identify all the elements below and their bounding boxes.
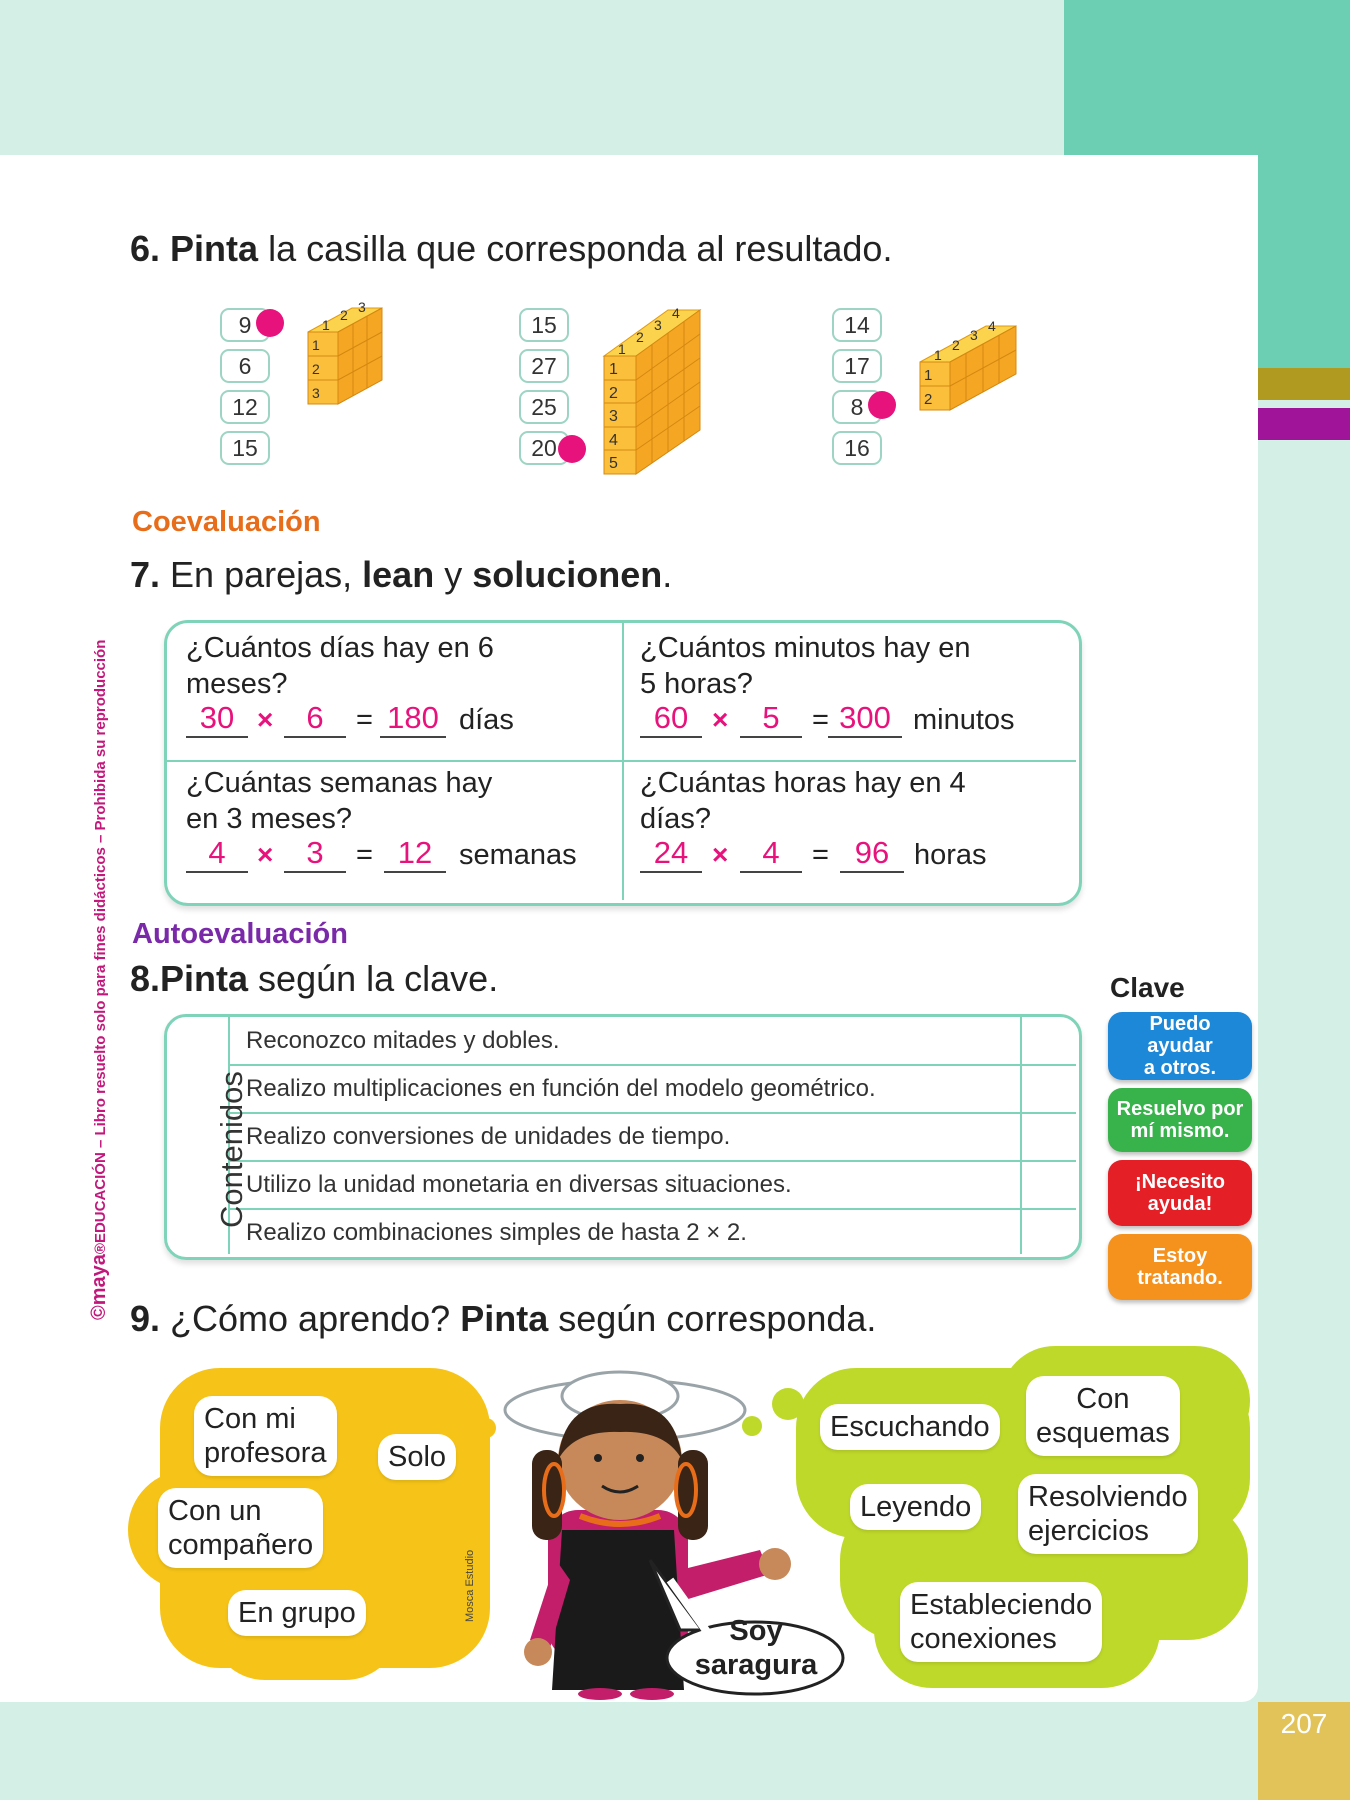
problem-question: 5 horas?	[640, 668, 753, 700]
top-label: 1	[618, 341, 626, 357]
key-item-text: Resuelvo por	[1116, 1098, 1244, 1120]
q9-number: 9.	[130, 1298, 161, 1339]
top-label: 2	[636, 329, 644, 345]
bubble-text: Resolviendo	[1028, 1481, 1188, 1513]
selected-mark	[256, 309, 284, 337]
top-label: 3	[970, 327, 978, 343]
side-label: 3	[312, 385, 320, 401]
problem-question: ¿Cuántos días hay en 6	[186, 632, 494, 664]
q9-title	[130, 1298, 876, 1340]
table-divider	[230, 1160, 1076, 1162]
q7-text-1: En parejas,	[160, 554, 363, 595]
problem-question: días?	[640, 803, 711, 835]
q8-verb: Pinta	[160, 958, 249, 999]
answer-option[interactable]: 14	[832, 308, 882, 342]
q8-number: 8.	[130, 958, 161, 999]
answer-option[interactable]: 6	[220, 349, 270, 383]
key-item-need-help	[1108, 1160, 1252, 1226]
q8-instruction: según la clave.	[248, 958, 499, 999]
answer-blank[interactable]: 6	[284, 700, 346, 738]
paint-cell[interactable]	[1022, 1114, 1074, 1160]
q7-text-2: y	[434, 554, 473, 595]
times-sign: ×	[257, 839, 274, 870]
learning-option[interactable]	[900, 1582, 1102, 1662]
problem-question: meses?	[186, 668, 288, 700]
top-label: 4	[672, 305, 680, 321]
top-label: 2	[952, 337, 960, 353]
side-label: 3	[609, 408, 618, 425]
side-label: 4	[609, 432, 618, 449]
key-item-text: ayudar	[1147, 1035, 1213, 1057]
answer-blank[interactable]: 24	[640, 835, 702, 873]
side-label: 2	[312, 361, 320, 377]
q7-number: 7.	[130, 554, 161, 595]
key-item-text: Puedo	[1149, 1013, 1211, 1035]
selected-mark	[868, 391, 896, 419]
answer-option[interactable]: 17	[832, 349, 882, 383]
answer-option[interactable]: 27	[519, 349, 569, 383]
array-4x2	[912, 318, 1022, 418]
equals-sign: =	[812, 704, 829, 736]
q9-text-2: según corresponda.	[548, 1298, 877, 1339]
learning-option[interactable]	[194, 1396, 337, 1476]
answer-blank[interactable]: 5	[740, 700, 802, 738]
paint-cell[interactable]	[1022, 1016, 1074, 1064]
key-item-text: Estoy	[1152, 1245, 1208, 1267]
times-sign: ×	[712, 839, 729, 870]
page-number: 207	[1280, 1708, 1328, 1739]
unit-label: horas	[914, 839, 987, 871]
top-band	[0, 0, 1064, 155]
key-item-solve-alone	[1108, 1088, 1252, 1152]
answer-option[interactable]: 25	[519, 390, 569, 424]
array-3x3	[300, 300, 390, 420]
learning-option[interactable]: Leyendo	[850, 1484, 981, 1530]
answer-option[interactable]: 9	[220, 308, 270, 342]
speech-line: saragura	[694, 1649, 818, 1681]
skill-row: Realizo multiplicaciones en función del modelo geométrico.	[246, 1075, 876, 1102]
equals-sign: =	[356, 704, 373, 736]
problem-question: ¿Cuántas horas hay en 4	[640, 767, 966, 799]
bubble-text: Con mi	[204, 1403, 296, 1435]
autoevaluation-label: Autoevaluación	[132, 918, 348, 950]
unit-label: minutos	[913, 704, 1015, 736]
table-divider	[230, 1064, 1076, 1066]
side-label: 2	[924, 391, 933, 408]
key-title: Clave	[1110, 972, 1185, 1003]
key-item-text: a otros.	[1143, 1057, 1217, 1079]
unit-label: días	[459, 704, 514, 736]
side-label: 2	[609, 385, 618, 402]
q6-title	[130, 228, 892, 270]
purple-tab	[1258, 408, 1350, 440]
key-item-text: mí mismo.	[1130, 1120, 1230, 1142]
q7-text-3: .	[662, 554, 673, 595]
key-item-text: ¡Necesito	[1134, 1171, 1226, 1193]
skill-row: Reconozco mitades y dobles.	[246, 1027, 560, 1054]
brand-logo: ©maya	[88, 1254, 110, 1320]
bubble-text: profesora	[204, 1437, 327, 1469]
coevaluation-label: Coevaluación	[132, 506, 321, 538]
skill-row: Utilizo la unidad monetaria en diversas situaciones.	[246, 1171, 792, 1198]
answer-blank[interactable]: 300	[828, 700, 902, 738]
contents-label: Contenidos	[214, 1071, 249, 1228]
problem-question: ¿Cuántos minutos hay en	[640, 632, 971, 664]
answer-blank[interactable]: 4	[740, 835, 802, 873]
skill-row: Realizo conversiones de unidades de tiempo.	[246, 1123, 731, 1150]
learning-option[interactable]	[1018, 1474, 1198, 1554]
top-label: 4	[988, 318, 996, 334]
speech-line: Soy	[729, 1615, 783, 1647]
bubble-text: ejercicios	[1028, 1515, 1149, 1547]
table-divider	[166, 760, 1076, 762]
paint-cell[interactable]	[1022, 1066, 1074, 1112]
answer-option[interactable]: 12	[220, 390, 270, 424]
answer-blank[interactable]: 3	[284, 835, 346, 873]
side-label: 1	[312, 337, 320, 353]
skill-row: Realizo combinaciones simples de hasta 2 × 2.	[246, 1219, 747, 1246]
learning-option[interactable]: En grupo	[228, 1590, 366, 1636]
answer-option[interactable]: 15	[519, 308, 569, 342]
key-item-trying	[1108, 1234, 1252, 1300]
key-item-text: tratando.	[1137, 1267, 1223, 1289]
illustration-credit: Mosca Estudio	[464, 1549, 476, 1622]
equals-sign: =	[356, 839, 373, 871]
problem-question: en 3 meses?	[186, 803, 353, 835]
bubble-text: conexiones	[910, 1623, 1057, 1655]
answer-blank[interactable]: 180	[380, 700, 446, 738]
equals-sign: =	[812, 839, 829, 871]
q7-verb-2: solucionen	[472, 554, 663, 595]
array-4x5	[596, 300, 706, 480]
q6-verb: Pinta	[170, 228, 259, 269]
answer-blank[interactable]: 60	[640, 700, 702, 738]
q6-number: 6.	[130, 228, 161, 269]
times-sign: ×	[257, 704, 274, 735]
bubble-text: Con un	[168, 1495, 262, 1527]
top-label: 1	[322, 317, 330, 333]
learning-option[interactable]: Escuchando	[820, 1404, 1000, 1450]
q7-verb-1: lean	[362, 554, 435, 595]
side-label: 5	[609, 455, 618, 472]
selected-mark	[558, 435, 586, 463]
answer-blank[interactable]: 30	[186, 700, 248, 738]
learning-option[interactable]	[158, 1488, 323, 1568]
olive-tab	[1258, 368, 1350, 400]
answer-blank[interactable]: 12	[384, 835, 446, 873]
learning-option[interactable]: Solo	[378, 1434, 456, 1480]
sidebar-copyright	[88, 640, 111, 1320]
q6-instruction: la casilla que corresponda al resultado.	[258, 228, 893, 269]
key-item-text: ayuda!	[1147, 1193, 1213, 1215]
answer-option[interactable]: 15	[220, 431, 270, 465]
answer-blank[interactable]: 4	[186, 835, 248, 873]
q9-text-1: ¿Cómo aprendo?	[160, 1298, 461, 1339]
bubble-text: esquemas	[1036, 1417, 1170, 1449]
q9-verb: Pinta	[460, 1298, 549, 1339]
unit-label: semanas	[459, 839, 577, 871]
paint-cell[interactable]	[1022, 1162, 1074, 1208]
side-label: 1	[924, 367, 933, 384]
speech-text	[672, 1614, 840, 1682]
paint-cell[interactable]	[1022, 1210, 1074, 1254]
bubble-text: Estableciendo	[910, 1589, 1093, 1621]
top-label: 1	[934, 347, 942, 363]
bubble-text: Con	[1076, 1383, 1130, 1415]
key-item-help-others	[1108, 1012, 1252, 1080]
learning-option[interactable]	[1026, 1376, 1180, 1456]
answer-option[interactable]: 20	[519, 431, 569, 465]
q7-title	[130, 554, 672, 596]
table-divider	[230, 1112, 1076, 1114]
top-label: 3	[654, 317, 662, 333]
table-divider	[230, 1208, 1076, 1210]
top-label: 3	[358, 300, 366, 315]
side-label: 1	[609, 361, 618, 378]
q8-title	[130, 958, 498, 1000]
problem-question: ¿Cuántas semanas hay	[186, 767, 493, 799]
bubble-text: compañero	[168, 1529, 314, 1561]
answer-blank[interactable]: 96	[840, 835, 904, 873]
copyright-text: ®EDUCACIÓN – Libro resuelto solo para fines didácticos – Prohibida su reproducción	[92, 639, 109, 1255]
top-label: 2	[340, 307, 348, 323]
times-sign: ×	[712, 704, 729, 735]
answer-option[interactable]: 16	[832, 431, 882, 465]
answer-option[interactable]: 8	[832, 390, 882, 424]
